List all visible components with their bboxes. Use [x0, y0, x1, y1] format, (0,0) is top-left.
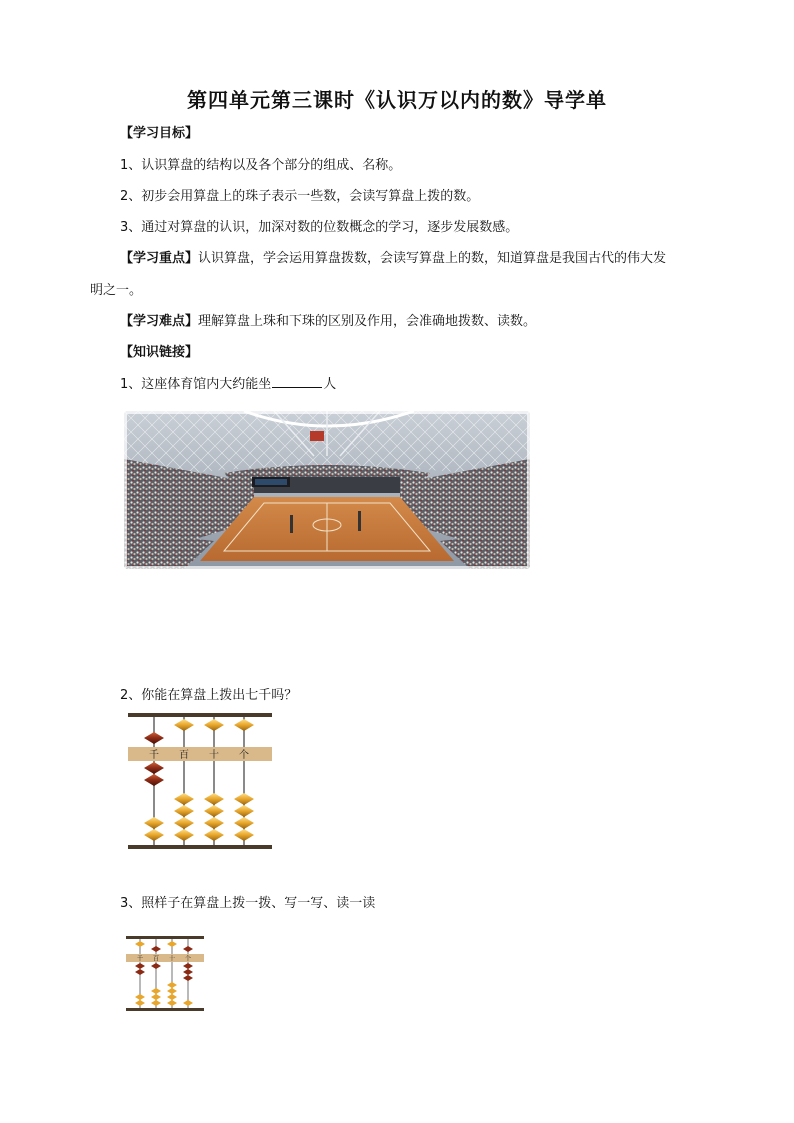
- abacus-top-frame: [128, 713, 272, 717]
- stadium-image: [124, 411, 530, 569]
- page-title: 第四单元第三课时《认识万以内的数》导学单: [187, 88, 607, 112]
- question-2: 2、你能在算盘上拨出七千吗？: [120, 688, 298, 703]
- key-points-heading: 【学习重点】: [120, 251, 199, 266]
- question-1: [120, 373, 336, 395]
- place-label-tens: 十: [209, 750, 219, 761]
- place-label-ones: 个: [184, 955, 192, 963]
- objective-item-1: 1、认识算盘的结构以及各个部分的组成、名称。: [120, 158, 402, 173]
- place-label-thousands: 千: [136, 955, 144, 963]
- key-points-text: 认识算盘，学会运用算盘拨数，会读写算盘上的数，知道算盘是我国古代的伟大发: [198, 251, 667, 266]
- difficulties-line: [120, 312, 536, 332]
- place-label-hundreds: 百: [152, 955, 160, 963]
- objective-item-3: 3、通过对算盘的认识，加深对数的位数概念的学习，逐步发展数感。: [120, 220, 519, 235]
- question-3: 3、照样子在算盘上拨一拨、写一写、读一读: [120, 896, 376, 911]
- upper-beads: [144, 719, 254, 744]
- difficulties-heading: 【学习难点】: [120, 314, 199, 329]
- abacus-top-frame: [126, 936, 204, 939]
- abacus-large: [128, 710, 274, 852]
- place-label-hundreds: 百: [179, 750, 189, 761]
- question-1-prefix: 1、这座体育馆内大约能坐: [120, 377, 272, 392]
- objective-item-2: 2、初步会用算盘上的珠子表示一些数，会读写算盘上拨的数。: [120, 189, 480, 204]
- difficulties-text: 理解算盘上珠和下珠的区别及作用，会准确地拨数、读数。: [198, 314, 537, 329]
- key-points-line-1: [120, 249, 666, 269]
- place-label-tens: 十: [168, 955, 176, 963]
- place-label-thousands: 千: [149, 750, 159, 761]
- abacus-small: [126, 934, 206, 1014]
- abacus-bottom-frame: [126, 1008, 204, 1011]
- answer-blank[interactable]: [272, 373, 322, 388]
- links-heading: 【知识链接】: [120, 345, 199, 360]
- place-label-ones: 个: [239, 750, 249, 761]
- key-points-line-2: 明之一。: [90, 283, 143, 298]
- objectives-heading: 【学习目标】: [120, 126, 199, 141]
- question-1-suffix: 人: [323, 377, 337, 392]
- abacus-bottom-frame: [128, 845, 272, 849]
